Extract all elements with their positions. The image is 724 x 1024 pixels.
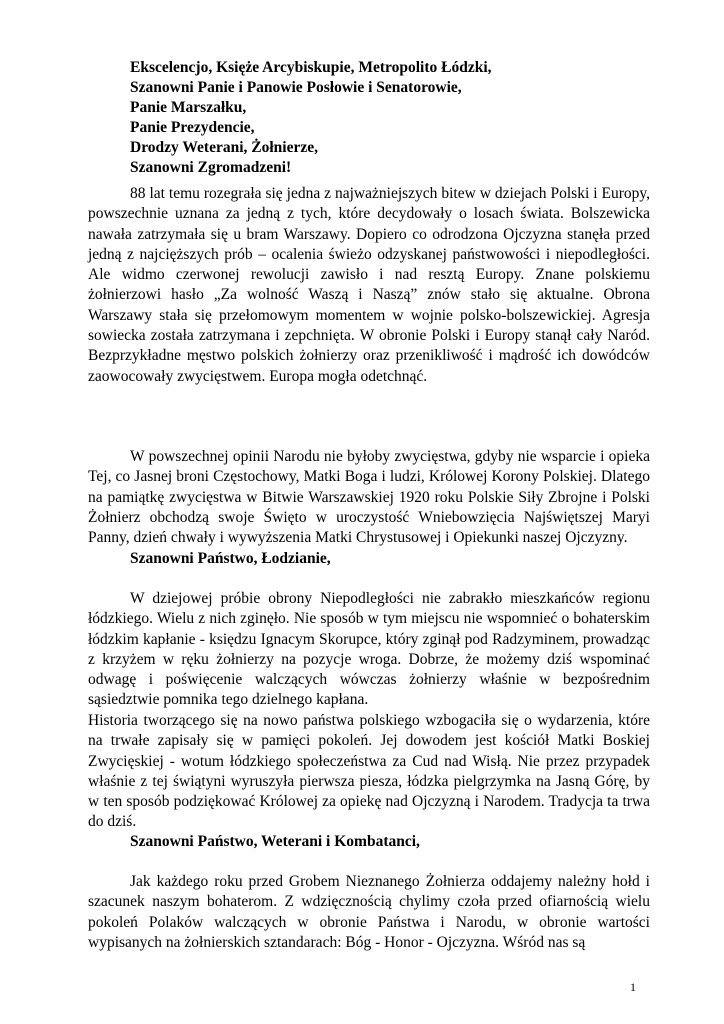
greeting-line: Drodzy Weterani, Żołnierze, xyxy=(130,139,318,156)
greeting-line: Szanowni Zgromadzeni! xyxy=(130,159,292,176)
greeting-line: Panie Marszałku, xyxy=(130,99,247,116)
paragraph-4: Historia tworzącego się na nowo państwa polskiego wzbogaciła się o wydarzenia, które na trwałe zapisały się w pamięci pokoleń. Jej dowodem jest kościół Matki Boskiej Zwycięskiej - wotum łódzkiego społeczeństwa za Cud nad Wisłą. Nie przez przypadek właśnie z tej świątyni wyruszyła pierwsza piesza, łódzka pielgrzymka na Jasną Górę, by w ten sposób podziękować Królowej za opiekę nad Ojczyzną i Narodem. Tradycja ta trwa do dziś. xyxy=(88,712,650,831)
paragraph-3: W dziejowej próbie obrony Niepodległości nie zabrakło mieszkańców regionu łódzkiego. Wielu z nich zginęło. Nie sposób w tym miejscu nie wspomnieć o bohaterskim łódzkim kapłanie - księdzu Ignacym Skorupce, który zginął pod Radzyminem, prowadząc z krzyżem w ręku żołnierzy na pozycje wroga. Dobrze, że możemy dziś wspominać odwagę i poświęcenie walczących wówczas żołnierzy właśnie w bezpośrednim sąsiedztwie pomnika tego dzielnego kapłana. xyxy=(88,590,650,709)
greeting-line: Panie Prezydencie, xyxy=(130,119,255,136)
paragraph-2: W powszechnej opinii Narodu nie byłoby zwycięstwa, gdyby nie wsparcie i opieka Tej, co Jasnej broni Częstochowy, Matki Boga i ludzi, Królowej Korony Polskiej. Dlatego na pamiątkę zwycięstwa w Bitwie Warszawskiej 1920 roku Polskie Siły Zbrojne i Polski Żołnierz obchodzą swoje Święto w uroczystość Wniebowzięcia Najświętszej Maryi Panny, dzień chwały i wywyższenia Matki Chrystusowej i Opiekunki naszej Ojczyzny. xyxy=(88,448,650,547)
paragraph-5: Jak każdego roku przed Grobem Nieznanego Żołnierza oddajemy należny hołd i szacunek naszym bohaterom. Z wdzięcznością chylimy czoła przed ofiarnością wielu pokoleń Polaków walczących w obronie Państwa i Narodu, w obronie wartości wypisanych na żołnierskich sztandarach: Bóg - Honor - Ojczyzna. Wśród nas są xyxy=(88,873,650,951)
greeting-block xyxy=(130,58,650,178)
section-heading-lodzianie: Szanowni Państwo, Łodzianie, xyxy=(130,550,331,567)
greeting-line: Ekscelencjo, Księże Arcybiskupie, Metropolito Łódzki, xyxy=(130,59,492,76)
page-number: 1 xyxy=(630,980,636,994)
paragraph-1: 88 lat temu rozegrała się jedna z najważniejszych bitew w dziejach Polski i Europy, powszechnie uznana za jedną z tych, które decydowały o losach świata. Bolszewicka nawała zatrzymała się u bram Warszawy. Dopiero co odrodzona Ojczyzna stanęła przed jedną z najcięższych prób – ocalenia świeżo odzyskanej państwowości i niepodległości. Ale widmo czerwonej rewolucji zawisło i nad resztą Europy. Znane polskiemu żołnierzowi hasło „Za wolność Waszą i Naszą” znów stało się aktualne. Obrona Warszawy stała się przełomowym momentem w wojnie polsko-bolszewickiej. Agresja sowiecka została zatrzymana i zepchnięta. W obronie Polski i Europy stanął cały Naród. Bezprzykładne męstwo polskich żołnierzy oraz przenikliwość i mądrość ich dowódców zaowocowały zwycięstwem. Europa mogła odetchnąć. xyxy=(88,185,650,385)
section-heading-weterani: Szanowni Państwo, Weterani i Kombatanci, xyxy=(130,833,420,850)
greeting-line: Szanowni Panie i Panowie Posłowie i Senatorowie, xyxy=(130,79,462,96)
